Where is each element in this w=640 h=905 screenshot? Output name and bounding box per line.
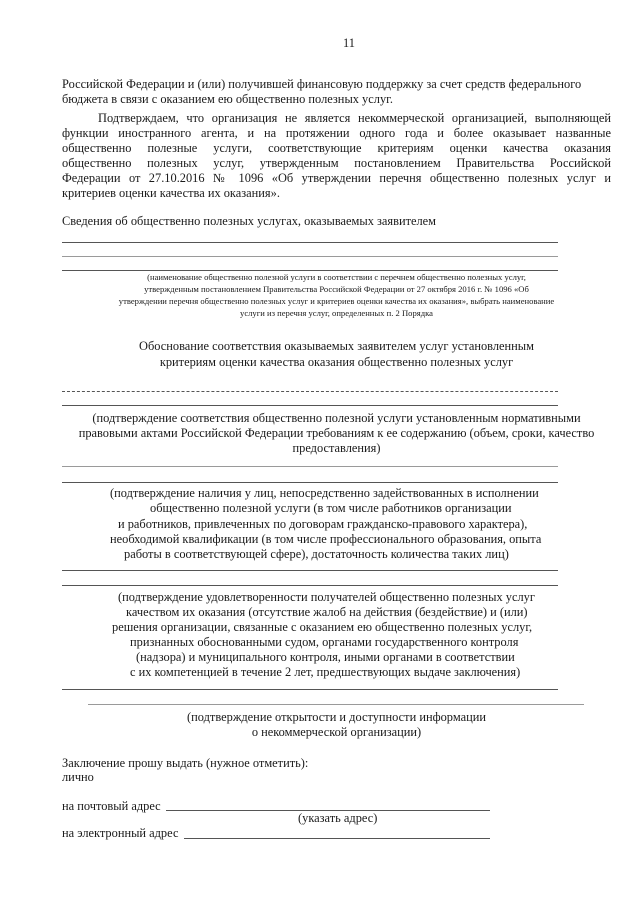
satisfaction-input-line-1[interactable] [62, 570, 558, 571]
services-heading: Сведения об общественно полезных услугах, оказываемых заявителем [62, 214, 437, 228]
note-line: решения организации, связанные с оказанием ею общественно полезных услуг, [112, 620, 533, 634]
note-line: (подтверждение наличия у лиц, непосредственно задействованных в исполнении [110, 486, 539, 500]
openness-input-line-1[interactable] [62, 689, 558, 690]
note-line: с их компетенцией в течение 2 лет, предшествующих выдаче заключения) [130, 665, 521, 679]
note-line: услуги из перечня услуг, определенных п. 2 Порядка [240, 308, 433, 318]
note-line: (подтверждение удовлетворенности получателей общественно полезных услуг [118, 590, 535, 604]
staff-input-line-1[interactable] [62, 466, 558, 467]
intro-line: Российской Федерации и (или) получившей финансовую поддержку за счет средств федерального [62, 77, 582, 91]
delivery-heading: Заключение прошу выдать (нужное отметить): [62, 756, 309, 770]
note-line: признанных обоснованными судом, органами государственного контроля [130, 635, 519, 649]
intro-line: общественно полезные услуги, соответствующие критериям оценки качества оказания [62, 141, 611, 155]
intro-line: функции иностранного агента, и на протяжении одного года и более оказывает названные [62, 126, 611, 140]
note-line: (подтверждение соответствия общественно полезной услуги установленным нормативными [92, 411, 581, 425]
satisfaction-input-line-2[interactable] [62, 585, 558, 586]
note-line: утвержденным постановлением Правительства Российской Федерации от 27 октября 2016 г. № 1096 «Об [144, 284, 529, 294]
delivery-option-postal[interactable]: на почтовый адрес [62, 799, 161, 813]
staff-input-line-2[interactable] [62, 482, 558, 483]
note-line: предоставления) [292, 441, 381, 455]
note-line: утверждении перечня общественно полезных услуг и критериев оценки качества их оказания», выбрать наименование [118, 296, 555, 306]
services-input-line-3[interactable] [62, 270, 558, 271]
note-line: о некоммерческой организации) [251, 725, 422, 739]
note-line: необходимой квалификации (в том числе профессионального образования, опыта [110, 532, 542, 546]
note-line: (подтверждение открытости и доступности информации [187, 710, 486, 724]
note-line: работы в соответствующей сфере), достаточность количества таких лиц) [124, 547, 509, 561]
intro-line: критериев оценки качества их оказания». [62, 186, 280, 200]
note-line: качеством их оказания (отсутствие жалоб на действия (бездействие) и (или) [126, 605, 528, 619]
justification-heading-line: критериям оценки качества оказания общественно полезных услуг [159, 355, 514, 369]
services-input-line-1[interactable] [62, 242, 558, 243]
intro-line: Федерации от 27.10.2016 № 1096 «Об утверждении перечня общественно полезных услуг и [62, 171, 611, 185]
delivery-option-personal[interactable]: лично [62, 770, 94, 784]
note-line: общественно полезной услуги (в том числе работников организации [150, 501, 512, 515]
note-line: и работников, привлеченных по договорам гражданско-правового характера), [118, 517, 528, 531]
services-input-line-2[interactable] [62, 256, 558, 257]
note-line: правовыми актами Российской Федерации требованиям к ее содержанию (объем, сроки, качество [78, 426, 595, 440]
note-line: (надзора) и муниципального контроля, иными органами в соответствии [136, 650, 515, 664]
email-address-field[interactable] [184, 838, 490, 839]
openness-input-line-2[interactable] [88, 704, 584, 705]
intro-line: общественно полезных услуг, утвержденным постановлением Правительства Российской [62, 156, 611, 170]
intro-line: бюджета в связи с оказанием ею общественно полезных услуг. [62, 92, 393, 106]
page-number: 11 [343, 36, 355, 50]
delivery-option-email[interactable]: на электронный адрес [62, 826, 179, 840]
note-line: (наименование общественно полезной услуги в соответствии с перечнем общественно полезных услуг, [147, 272, 526, 282]
norms-input-line-1[interactable] [62, 391, 558, 392]
address-hint: (указать адрес) [298, 811, 378, 825]
intro-line: Подтверждаем, что организация не является некоммерческой организацией, выполняющей [98, 111, 611, 125]
justification-heading-line: Обоснование соответствия оказываемых заявителем услуг установленным [139, 339, 534, 353]
norms-input-line-2[interactable] [62, 405, 558, 406]
